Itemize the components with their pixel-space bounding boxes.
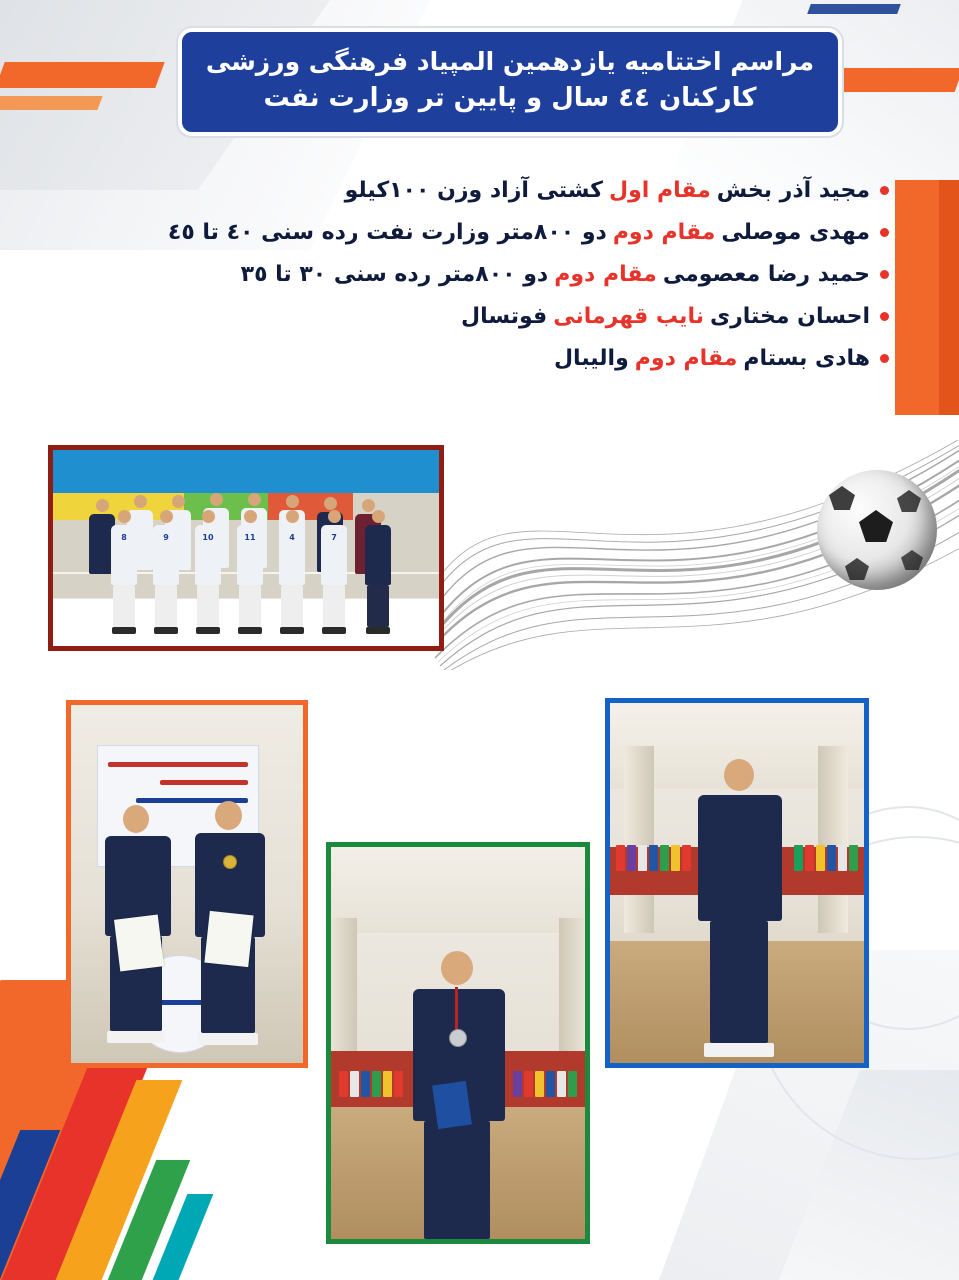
flags-right-group — [794, 845, 858, 871]
bullet-dot-icon — [880, 312, 889, 321]
poster-title-line-2: کارکنان ٤٤ سال و پایین تر وزارت نفت — [263, 83, 757, 114]
soccer-ball-icon — [817, 470, 937, 590]
jersey-number: 4 — [289, 533, 295, 542]
poster-title-box — [178, 28, 842, 136]
athlete-name: مهدی موصلی — [721, 220, 870, 245]
medal-ceremony-photo — [66, 700, 308, 1068]
player-front — [279, 510, 305, 634]
athlete-name: هادی بستام — [743, 346, 870, 371]
certificate-right — [204, 911, 253, 967]
column-right — [818, 746, 848, 933]
silver-medal-icon — [449, 1029, 467, 1047]
athlete-detail: دو ٨٠٠متر رده سنی ٣٠ تا ٣٥ — [240, 262, 549, 287]
team-players-group — [53, 490, 439, 640]
flags-left-group — [339, 1071, 403, 1097]
flags-right-group — [513, 1071, 577, 1097]
flags-left-group — [616, 845, 691, 871]
left-orange-stripe-2 — [0, 96, 103, 110]
jersey-number: 10 — [202, 533, 214, 542]
athlete-detail: والیبال — [553, 346, 629, 371]
list-item — [59, 220, 889, 245]
player-front — [321, 510, 347, 634]
left-orange-stripe — [0, 62, 165, 88]
achievements-list — [59, 178, 889, 388]
athlete-rank: مقام اول — [608, 178, 711, 203]
athlete-name: احسان مختاری — [709, 304, 870, 329]
athlete-rank: مقام دوم — [612, 220, 716, 245]
athlete-right-photo — [605, 698, 869, 1068]
gold-medal-icon — [223, 855, 237, 869]
top-right-blue-stripe — [807, 4, 901, 14]
athlete-rank: نایب قهرمانی — [553, 304, 704, 329]
jersey-number: 11 — [244, 533, 256, 542]
ceiling — [331, 847, 585, 933]
athlete-detail: دو ٨٠٠متر وزارت نفت رده سنی ٤٠ تا ٤٥ — [167, 220, 607, 245]
certificate-left — [114, 915, 164, 972]
athlete-rank: مقام دوم — [554, 262, 657, 287]
athlete-detail: فوتسال — [461, 304, 548, 329]
player-front — [237, 510, 263, 634]
certificate-folder — [432, 1081, 472, 1129]
athlete-figure — [696, 759, 782, 1057]
column-left — [624, 746, 654, 933]
poster-title-line-1: مراسم اختتامیه یازدهمین المپیاد فرهنگی ورزشی — [205, 47, 815, 76]
athlete-center-photo — [326, 842, 590, 1244]
jersey-number: 7 — [331, 533, 337, 542]
athlete-rank: مقام دوم — [634, 346, 738, 371]
futsal-team-photo — [48, 445, 444, 651]
list-item — [59, 304, 889, 329]
athlete-name: حمید رضا معصومی — [662, 262, 870, 287]
bullet-dot-icon — [880, 186, 889, 195]
athlete-detail: کشتی آزاد وزن ١٠٠کیلو — [344, 178, 603, 203]
athlete-name: مجید آذر بخش — [716, 178, 870, 203]
jersey-number: 8 — [121, 533, 127, 542]
list-item — [59, 346, 889, 371]
bullet-dot-icon — [880, 354, 889, 363]
player-front — [195, 510, 221, 634]
right-orange-panel-edge — [939, 180, 959, 415]
player-front — [111, 510, 137, 634]
list-item — [59, 178, 889, 203]
player-staff — [365, 510, 391, 634]
bullet-dot-icon — [880, 228, 889, 237]
list-item — [59, 262, 889, 287]
player-front — [153, 510, 179, 634]
jersey-number: 9 — [163, 533, 169, 542]
bullet-dot-icon — [880, 270, 889, 279]
